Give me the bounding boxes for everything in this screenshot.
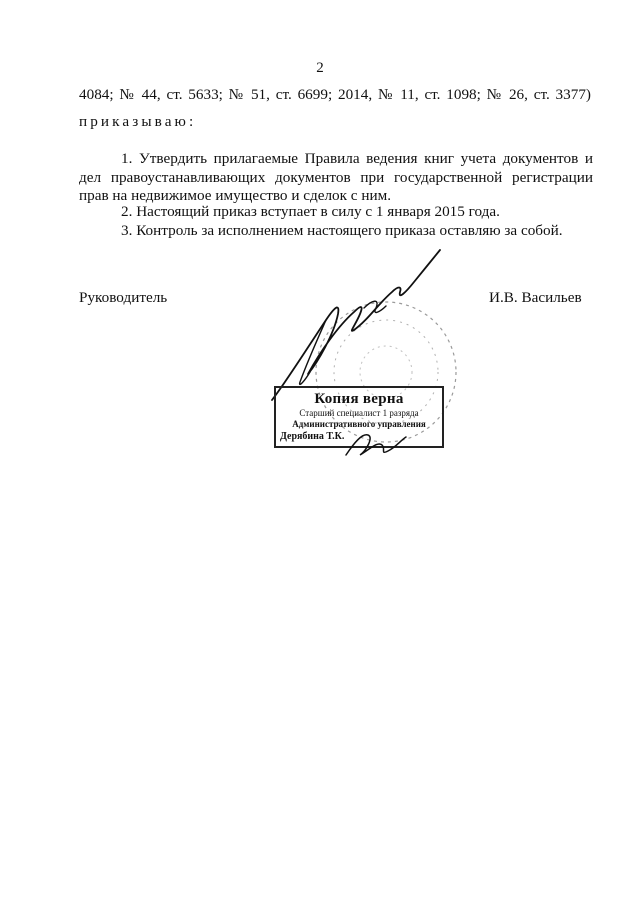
order-item-1: 1. Утвердить прилагаемые Правила ведения книг учета документов и дел правоустанавливающих документов при государственной регистрации прав на недвижимое имущество и сделок с ним. [79, 150, 593, 204]
decree-word: приказываю: [79, 113, 197, 130]
handwritten-signature-icon [268, 242, 448, 407]
page-number: 2 [316, 60, 324, 76]
signatory-name: И.В. Васильев [489, 289, 582, 306]
stamp-title: Копия верна [314, 391, 404, 407]
order-item-2: 2. Настоящий приказ вступает в силу с 1 января 2015 года. [121, 203, 500, 220]
signatory-title: Руководитель [79, 289, 168, 306]
stamp-position-line: Старший специалист 1 разряда [299, 408, 419, 418]
continuation-line: 4084; № 44, ст. 5633; № 51, ст. 6699; 2014, № 11, ст. 1098; № 26, ст. 3377) [79, 86, 591, 103]
stamp-department-line: Административного управления [292, 419, 426, 429]
stamp-signature-icon [340, 425, 410, 461]
stamp-signer: Дерябина Т.К. [280, 431, 345, 442]
order-item-3: 3. Контроль за исполнением настоящего приказа оставляю за собой. [121, 222, 563, 239]
